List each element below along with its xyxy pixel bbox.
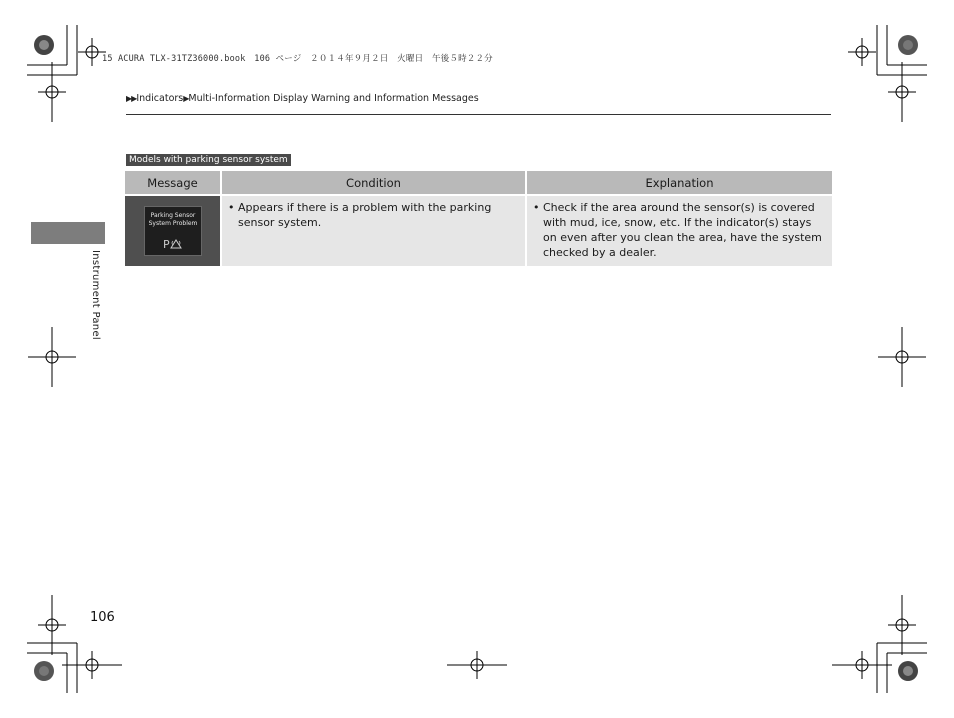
explanation-text: Check if the area around the sensor(s) is covered with mud, ice, snow, etc. If the indicator(s) stays on even after you clean the area, have the system checked by a dealer.: [543, 201, 822, 259]
breadcrumb: [126, 93, 479, 104]
breadcrumb-item-indicators[interactable]: Indicators: [136, 93, 184, 104]
mid-display-image: [144, 206, 202, 256]
column-header-explanation: Explanation: [526, 171, 832, 195]
parking-sensor-warning-icon: [163, 237, 182, 252]
parking-icon-letter: P: [163, 238, 170, 251]
section-side-label: Instrument Panel: [90, 250, 101, 340]
breadcrumb-marker: ▶▶: [126, 94, 137, 103]
column-header-condition: Condition: [221, 171, 526, 195]
table-header-row: [125, 171, 832, 195]
mid-display-line2: System Problem: [148, 220, 198, 227]
condition-cell: [221, 195, 526, 266]
bullet-icon: •: [228, 201, 235, 214]
breadcrumb-separator: ▶: [183, 94, 189, 103]
mid-display-line1: Parking Sensor: [150, 212, 196, 219]
message-table: [125, 171, 832, 266]
mid-display-text: [145, 212, 201, 228]
bullet-icon: •: [533, 201, 540, 214]
table-row: [125, 195, 832, 266]
section-side-tab: [31, 222, 105, 244]
page-number: 106: [90, 610, 115, 625]
message-image-cell: [125, 195, 221, 266]
breadcrumb-item-current[interactable]: Multi-Information Display Warning and Information Messages: [188, 93, 479, 104]
explanation-cell: [526, 195, 832, 266]
model-applicability-tag: Models with parking sensor system: [126, 154, 291, 166]
print-header-line: 15 ACURA TLX-31TZ36000.book 106 ページ ２０１４年９月２日 火曜日 午後５時２２分: [102, 54, 493, 64]
condition-text: Appears if there is a problem with the parking sensor system.: [238, 201, 492, 229]
column-header-message: Message: [125, 171, 221, 195]
header-divider: [126, 114, 831, 115]
